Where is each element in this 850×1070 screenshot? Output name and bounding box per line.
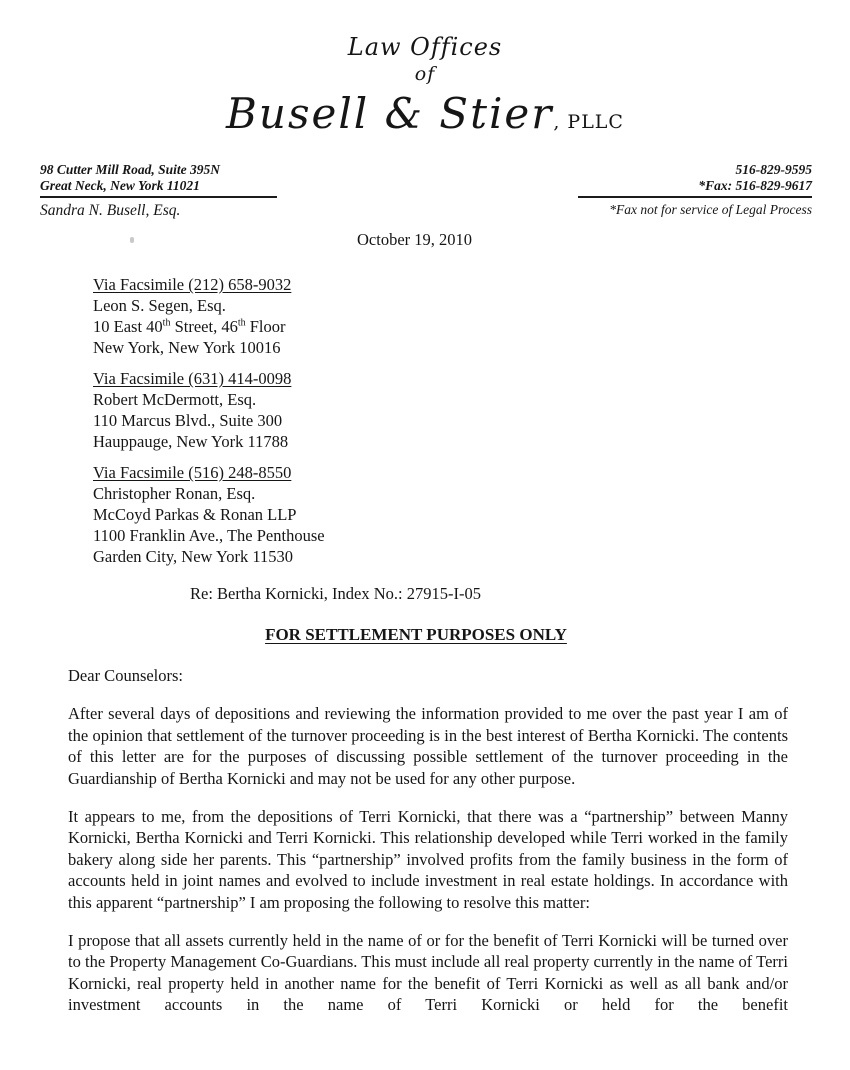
recipient-list (93, 274, 788, 567)
recipient-firm: McCoyd Parkas & Ronan LLP (93, 505, 297, 524)
letterhead (0, 0, 850, 150)
office-fax: *Fax: 516-829-9617 (578, 178, 812, 198)
fax-disclaimer: *Fax not for service of Legal Process (609, 202, 812, 217)
scan-artifact (130, 237, 134, 243)
recipient-street: 1100 Franklin Ave., The Penthouse (93, 526, 325, 545)
contact-header (40, 162, 812, 220)
contact-phone-block (578, 162, 812, 220)
attorney-name: Sandra N. Busell, Esq. (40, 202, 181, 219)
recipient-name: Christopher Ronan, Esq. (93, 484, 256, 503)
body-paragraph-1: After several days of depositions and reviewing the information provided to me over the past year I am of the opinion that settlement of the turnover proceeding is in the best interest of Bertha Kornicki. The contents of this letter are for the purposes of discussing possible settlement of the turnover proceeding in the Guardianship of Bertha Kornicki and may not be used for any other purpose. (68, 704, 788, 788)
contact-address-block (40, 162, 277, 220)
body-paragraph-3: I propose that all assets currently held in the name of or for the benefit of Terri Kornicki will be turned over to the Property Management Co-Guardians. This must include all real property currently in the name of Terri Kornicki, real property held in another name for the benefit of Terri Kornicki as well as all bank and/or investment accounts in the name of Terri Kornicki or held for the benefit (68, 930, 788, 1014)
body-paragraph-2: It appears to me, from the depositions of Terri Kornicki, that there was a “partnership” between Manny Kornicki, Bertha Kornicki and Terri Kornicki. This relationship developed while Terri worked in the family bakery along side her parents. This “partnership” involved profits from the family business in the form of accounts held in joint names and evolved to include investment in real estate holdings. In accordance with this apparent “partnership” I am proposing the following to resolve this matter: (68, 806, 788, 912)
firm-suffix: , PLLC (553, 111, 624, 133)
recipient-block (93, 368, 788, 452)
ordinal-suffix: th (237, 317, 246, 329)
recipient-block (93, 462, 788, 567)
via-facsimile-line: Via Facsimile (212) 658-9032 (93, 275, 292, 294)
office-phone: 516-829-9595 (735, 162, 812, 177)
recipient-street: 110 Marcus Blvd., Suite 300 (93, 411, 283, 430)
letter-date: October 19, 2010 (357, 230, 473, 249)
letterhead-firm-name (0, 87, 850, 150)
letterhead-law-offices: Law Offices (347, 33, 503, 61)
letterhead-of: of (414, 63, 436, 85)
recipient-city: Garden City, New York 11530 (93, 547, 293, 566)
ordinal-suffix: th (162, 317, 171, 329)
recipient-city: Hauppauge, New York 11788 (93, 432, 289, 451)
subject-heading: FOR SETTLEMENT PURPOSES ONLY (265, 625, 567, 644)
recipient-street: 10 East 40th Street, 46th Floor (93, 317, 286, 336)
office-street: 98 Cutter Mill Road, Suite 395N (40, 162, 221, 177)
recipient-city: New York, New York 10016 (93, 338, 281, 357)
recipient-name: Leon S. Segen, Esq. (93, 296, 226, 315)
via-facsimile-line: Via Facsimile (516) 248-8550 (93, 463, 292, 482)
salutation: Dear Counselors: (68, 666, 184, 685)
via-facsimile-line: Via Facsimile (631) 414-0098 (93, 369, 292, 388)
office-city: Great Neck, New York 11021 (40, 178, 277, 198)
recipient-block (93, 274, 788, 358)
firm-script-name: Busell & Stier (226, 89, 554, 138)
recipient-name: Robert McDermott, Esq. (93, 390, 257, 409)
letter-body (68, 274, 788, 1016)
re-line: Re: Bertha Kornicki, Index No.: 27915-I-05 (190, 584, 481, 603)
